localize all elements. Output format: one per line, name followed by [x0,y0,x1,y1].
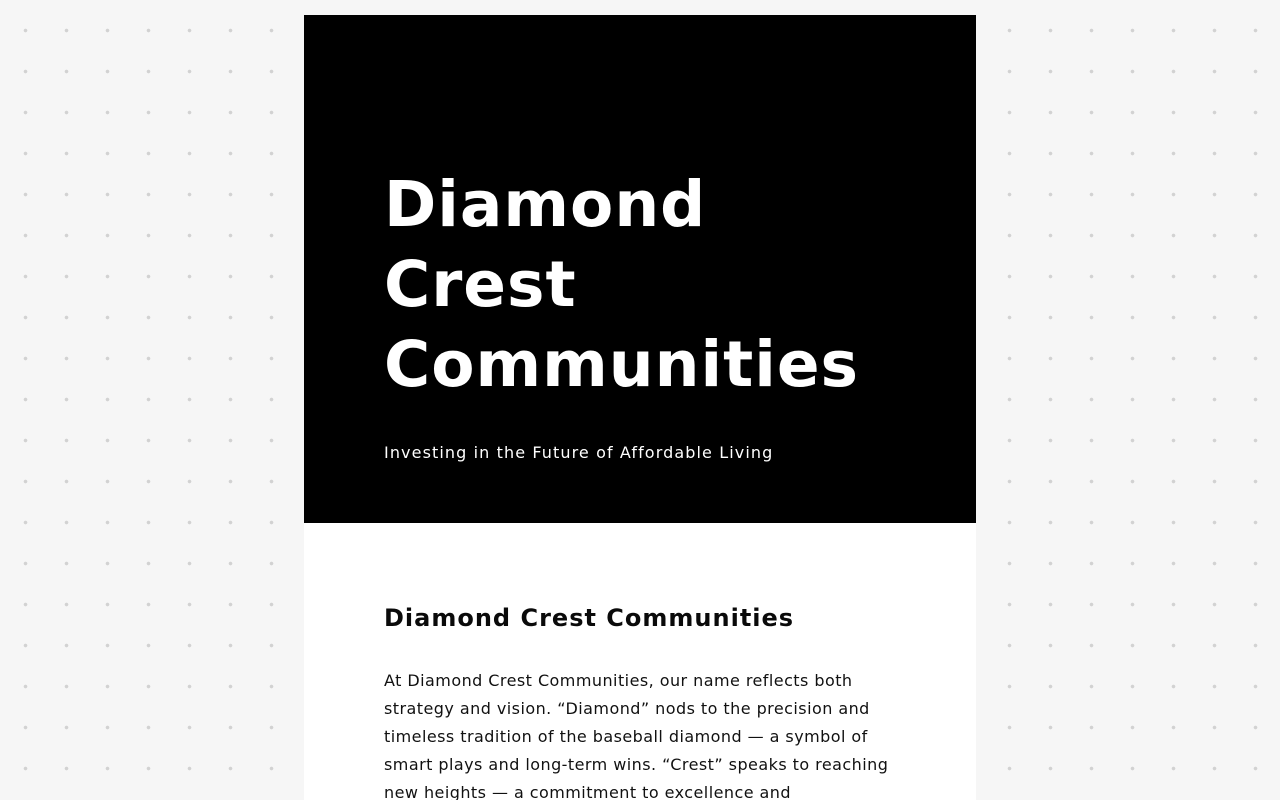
hero-subtitle: Investing in the Future of Affordable Living [384,443,774,462]
hero-title: Diamond Crest Communities [384,168,860,401]
section-heading: Diamond Crest Communities [384,604,795,632]
hero-section [304,15,976,523]
about-section [304,523,976,800]
page-card [304,15,976,800]
about-paragraph: At Diamond Crest Communities, our name reflects both strategy and vision. “Diamond” nods to the precision and timeless tradition of the baseball diamond — a symbol of smart plays and long-term wins. “Crest” speaks to reaching new heights — a commitment to excellence and [384,671,889,800]
